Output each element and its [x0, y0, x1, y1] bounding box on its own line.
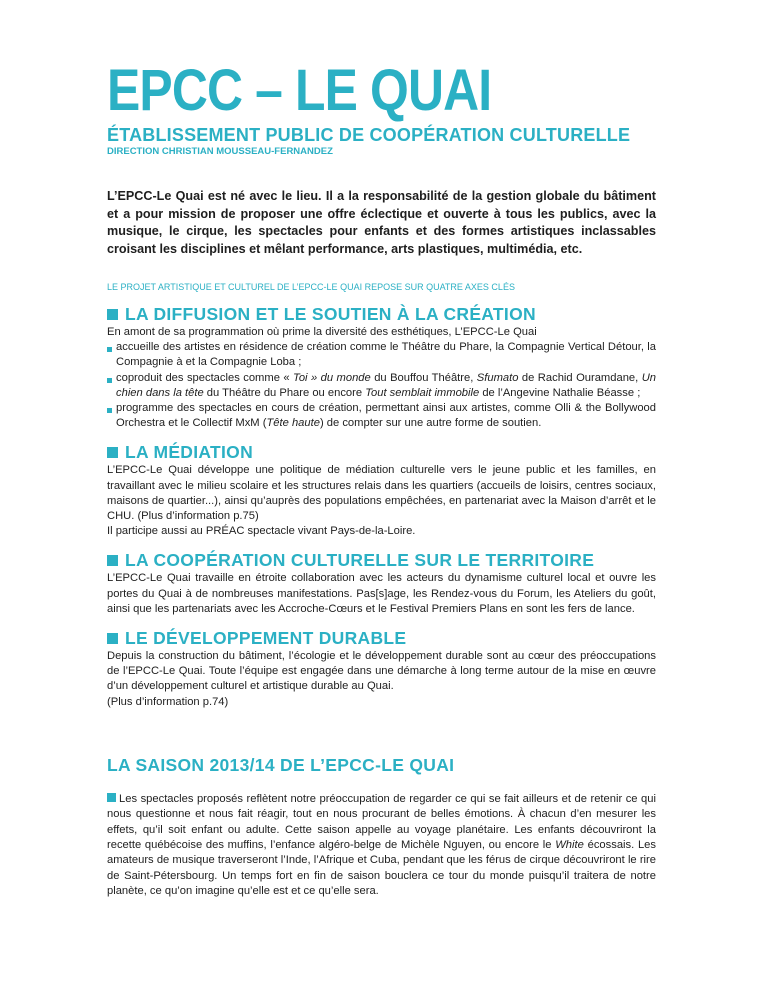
section-mediation-title: LA MÉDIATION [125, 442, 254, 463]
cooperation-paragraph: L’EPCC-Le Quai travaille en étroite collaboration avec les acteurs du dynamisme culturel local et ouvre les portes du Quai à de nombreuses manifestations. Pas[s]age, les Rendez-vous du Forum, les Ateliers du goût, ainsi que les partenariats avec les Accroche-Cœurs et le Festival Premiers Plans en sont les fers de lance. [107, 572, 656, 615]
diffusion-bullet-2-text-b: du Bouffou Théâtre, [370, 371, 477, 384]
page-title: EPCC – LE QUAI [107, 58, 492, 123]
section-mediation-header [107, 441, 656, 463]
diffusion-bullet-2 [107, 371, 656, 401]
work-title: Un chien dans la tête [116, 371, 657, 399]
section-cooperation-title: LA COOPÉRATION CULTURELLE SUR LE TERRITOIRE [125, 550, 595, 571]
diffusion-lead: En amont de sa programmation où prime la diversité des esthétiques, L’EPCC-Le Quai [107, 326, 537, 338]
diffusion-bullet-2-text-d: du Théâtre du Phare ou encore [203, 386, 366, 399]
section-diffusion-header [107, 303, 656, 325]
square-bullet-icon [107, 793, 116, 802]
work-title: Sfumato [476, 371, 519, 384]
small-square-bullet-icon [107, 408, 112, 413]
work-title: Tout semblait immobile [365, 386, 480, 399]
durable-paragraph-1: Depuis la construction du bâtiment, l’écologie et le développement durable sont au cœur des préoccupations de l’EPCC-Le Quai. Toute l’équipe est engagée dans une démarche à long terme autour de la mise en œuvre d’un développement culturel et artistique durable au Quai. [107, 650, 656, 693]
durable-paragraph-2: (Plus d’information p.74) [107, 695, 229, 708]
diffusion-bullet-2-text-a: coproduit des spectacles comme « [116, 371, 294, 384]
intro-paragraph: L’EPCC-Le Quai est né avec le lieu. Il a la responsabilité de la gestion globale du bâtiment et a pour mission de proposer une offre éclectique et ouverte à tous les publics, avec la musique, le cirque, les spectacles pour enfants et des formes artistiques inclassables croisant les disciplines et mêlant performance, arts plastiques, multimédia, etc. [107, 189, 656, 256]
saison-title: LA SAISON 2013/14 DE L’EPCC-LE QUAI [107, 754, 455, 775]
diffusion-bullet-3 [107, 401, 656, 431]
square-bullet-icon [107, 309, 118, 320]
saison-paragraph [107, 792, 656, 900]
small-square-bullet-icon [107, 347, 112, 352]
square-bullet-icon [107, 447, 118, 458]
small-square-bullet-icon [107, 378, 112, 383]
diffusion-bullet-1 [107, 340, 656, 370]
diffusion-bullet-2-text-e: de l’Angevine Nathalie Béasse ; [479, 386, 641, 399]
diffusion-bullet-3-text-b: ) de compter sur une autre forme de soutien. [319, 417, 542, 430]
work-title: Toi » du monde [293, 371, 371, 384]
section-durable-header [107, 627, 656, 649]
section-cooperation-header [107, 549, 656, 571]
direction-line: DIRECTION CHRISTIAN MOUSSEAU-FERNANDEZ [107, 146, 333, 157]
page [107, 60, 656, 900]
diffusion-bullet-3-text-a: programme des spectacles en cours de création, permettant ainsi aux artistes, comme Olli & the Bollywood Orchestra et le Collectif MxM ( [116, 402, 656, 430]
diffusion-bullet-2-text-c: de Rachid Ouramdane, [518, 371, 642, 384]
work-title: White [555, 839, 584, 852]
work-title: Tête haute [266, 417, 320, 430]
section-durable-title: LE DÉVELOPPEMENT DURABLE [125, 628, 407, 649]
page-subtitle: ÉTABLISSEMENT PUBLIC DE COOPÉRATION CULTURELLE [107, 125, 631, 145]
diffusion-bullet-1-text: accueille des artistes en résidence de création comme le Théâtre du Phare, la Compagnie Vertical Détour, la Compagnie à et la Compagnie Loba ; [116, 341, 656, 369]
section-diffusion-title: LA DIFFUSION ET LE SOUTIEN À LA CRÉATION [125, 304, 536, 324]
saison-text-a: Les spectacles proposés reflètent notre préoccupation de regarder ce qui se fait ailleurs et de retenir ce qui nous questionne et nous fait réagir, tout en nous procurant de belles émotions. À chacun d’en mesurer les effets, qu’il soit enfant ou adulte. Cette saison appelle au voyage planétaire. Les enfants découvriront la recette québécoise des muffins, l’enfance algéro-belge de Michèle Nguyen, ou encore le [107, 792, 656, 852]
square-bullet-icon [107, 555, 118, 566]
square-bullet-icon [107, 633, 118, 644]
mediation-paragraph-2: Il participe aussi au PRÉAC spectacle vivant Pays-de-la-Loire. [107, 525, 416, 538]
saison-text-b: écossais. Les amateurs de musique traverseront l’Inde, l’Afrique et Cuba, pendant que les férus de cirque découvriront le rire de Saint-Pétersbourg. Un temps fort en fin de saison bouclera ce tour du monde puisqu’il traitera de notre planète, ce qu’on imagine qu’elle est et ce qu’elle sera. [107, 839, 657, 898]
mediation-paragraph-1: L’EPCC-Le Quai développe une politique de médiation culturelle vers le jeune public et les familles, en travaillant avec le milieu scolaire et les structures relais dans les quartiers (accueils de loisirs, centres sociaux, maisons de quartier...), ainsi qu’auprès des populations empêchées, en partenariat avec la Maison d’arrêt et le CHU. (Plus d’information p.75) [107, 464, 656, 523]
axes-heading: LE PROJET ARTISTIQUE ET CULTUREL DE L’EPCC-LE QUAI REPOSE SUR QUATRE AXES CLÉS [107, 282, 515, 292]
